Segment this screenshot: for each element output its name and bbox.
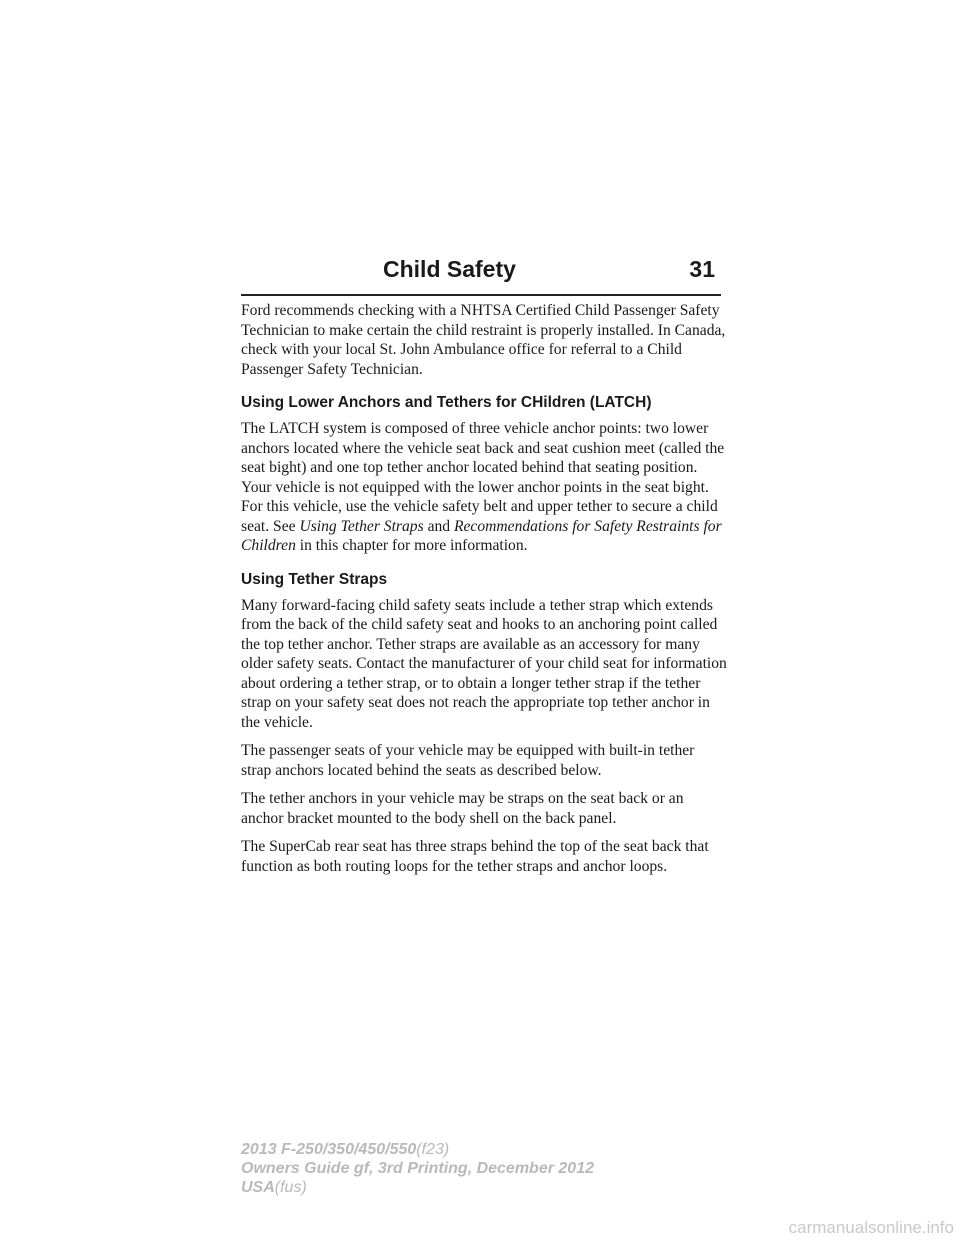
xref-using-tether-straps[interactable]: Using Tether Straps xyxy=(299,517,424,535)
footer-market-code: (fus) xyxy=(274,1179,307,1196)
page-header xyxy=(241,254,721,296)
watermark-text: carmanualsonline.info xyxy=(788,1218,954,1237)
footer-line-guide: Owners Guide gf, 3rd Printing, December 2012 xyxy=(241,1160,594,1177)
section-title: Child Safety xyxy=(383,256,516,282)
paragraph-latch-text-c: in this chapter for more information. xyxy=(295,537,528,554)
footer-line-market xyxy=(241,1178,594,1197)
paragraph-passenger-seats: The passenger seats of your vehicle may be equipped with built-in tether strap anchors located behind the seats as described below. xyxy=(241,742,695,779)
heading-tether-straps: Using Tether Straps xyxy=(241,570,388,588)
footer-model: 2013 F-250/350/450/550 xyxy=(241,1141,417,1158)
paragraph-tether: Many forward-facing child safety seats include a tether strap which extends from the back of the child safety seat and hooks to an anchoring point called the top tether anchor. Tether straps are available as an accessory for many older safety seats. Contact the manufacturer of your child seat for information about ordering a tether strap, or to obtain a longer tether strap if the tether strap on your safety seat does not reach the appropriate top tether anchor in the vehicle. xyxy=(241,596,727,731)
page-number: 31 xyxy=(689,256,715,282)
paragraph-latch-text-b: and xyxy=(423,517,454,535)
paragraph-tether-anchors: The tether anchors in your vehicle may be straps on the seat back or an anchor bracket mounted to the body shell on the back panel. xyxy=(241,790,684,827)
paragraph-supercab: The SuperCab rear seat has three straps behind the top of the seat back that function as both routing loops for the tether straps and anchor loops. xyxy=(241,838,709,875)
footer-model-code: (f23) xyxy=(416,1141,450,1158)
page-footer xyxy=(241,1140,594,1197)
page-body xyxy=(241,301,727,885)
xref-recommendations[interactable]: Recommendations for Safety Restraints for Children xyxy=(241,517,722,554)
paragraph-latch xyxy=(241,419,727,556)
footer-line-model xyxy=(241,1140,594,1159)
footer-market: USA xyxy=(241,1179,275,1196)
paragraph-intro: Ford recommends checking with a NHTSA Certified Child Passenger Safety Technician to make certain the child restraint is properly installed. In Canada, check with your local St. John Ambulance office for referral to a Child Passenger Safety Technician. xyxy=(241,302,726,378)
paragraph-latch-text-a: The LATCH system is composed of three vehicle anchor points: two lower anchors located where the vehicle seat back and seat cushion meet (called the seat bight) and one top tether anchor located behind that seating position. Your vehicle is not equipped with the lower anchor points in the seat bight. For this vehicle, use the vehicle safety belt and upper tether to secure a child seat. See xyxy=(241,420,725,535)
heading-latch: Using Lower Anchors and Tethers for CHildren (LATCH) xyxy=(241,394,652,411)
